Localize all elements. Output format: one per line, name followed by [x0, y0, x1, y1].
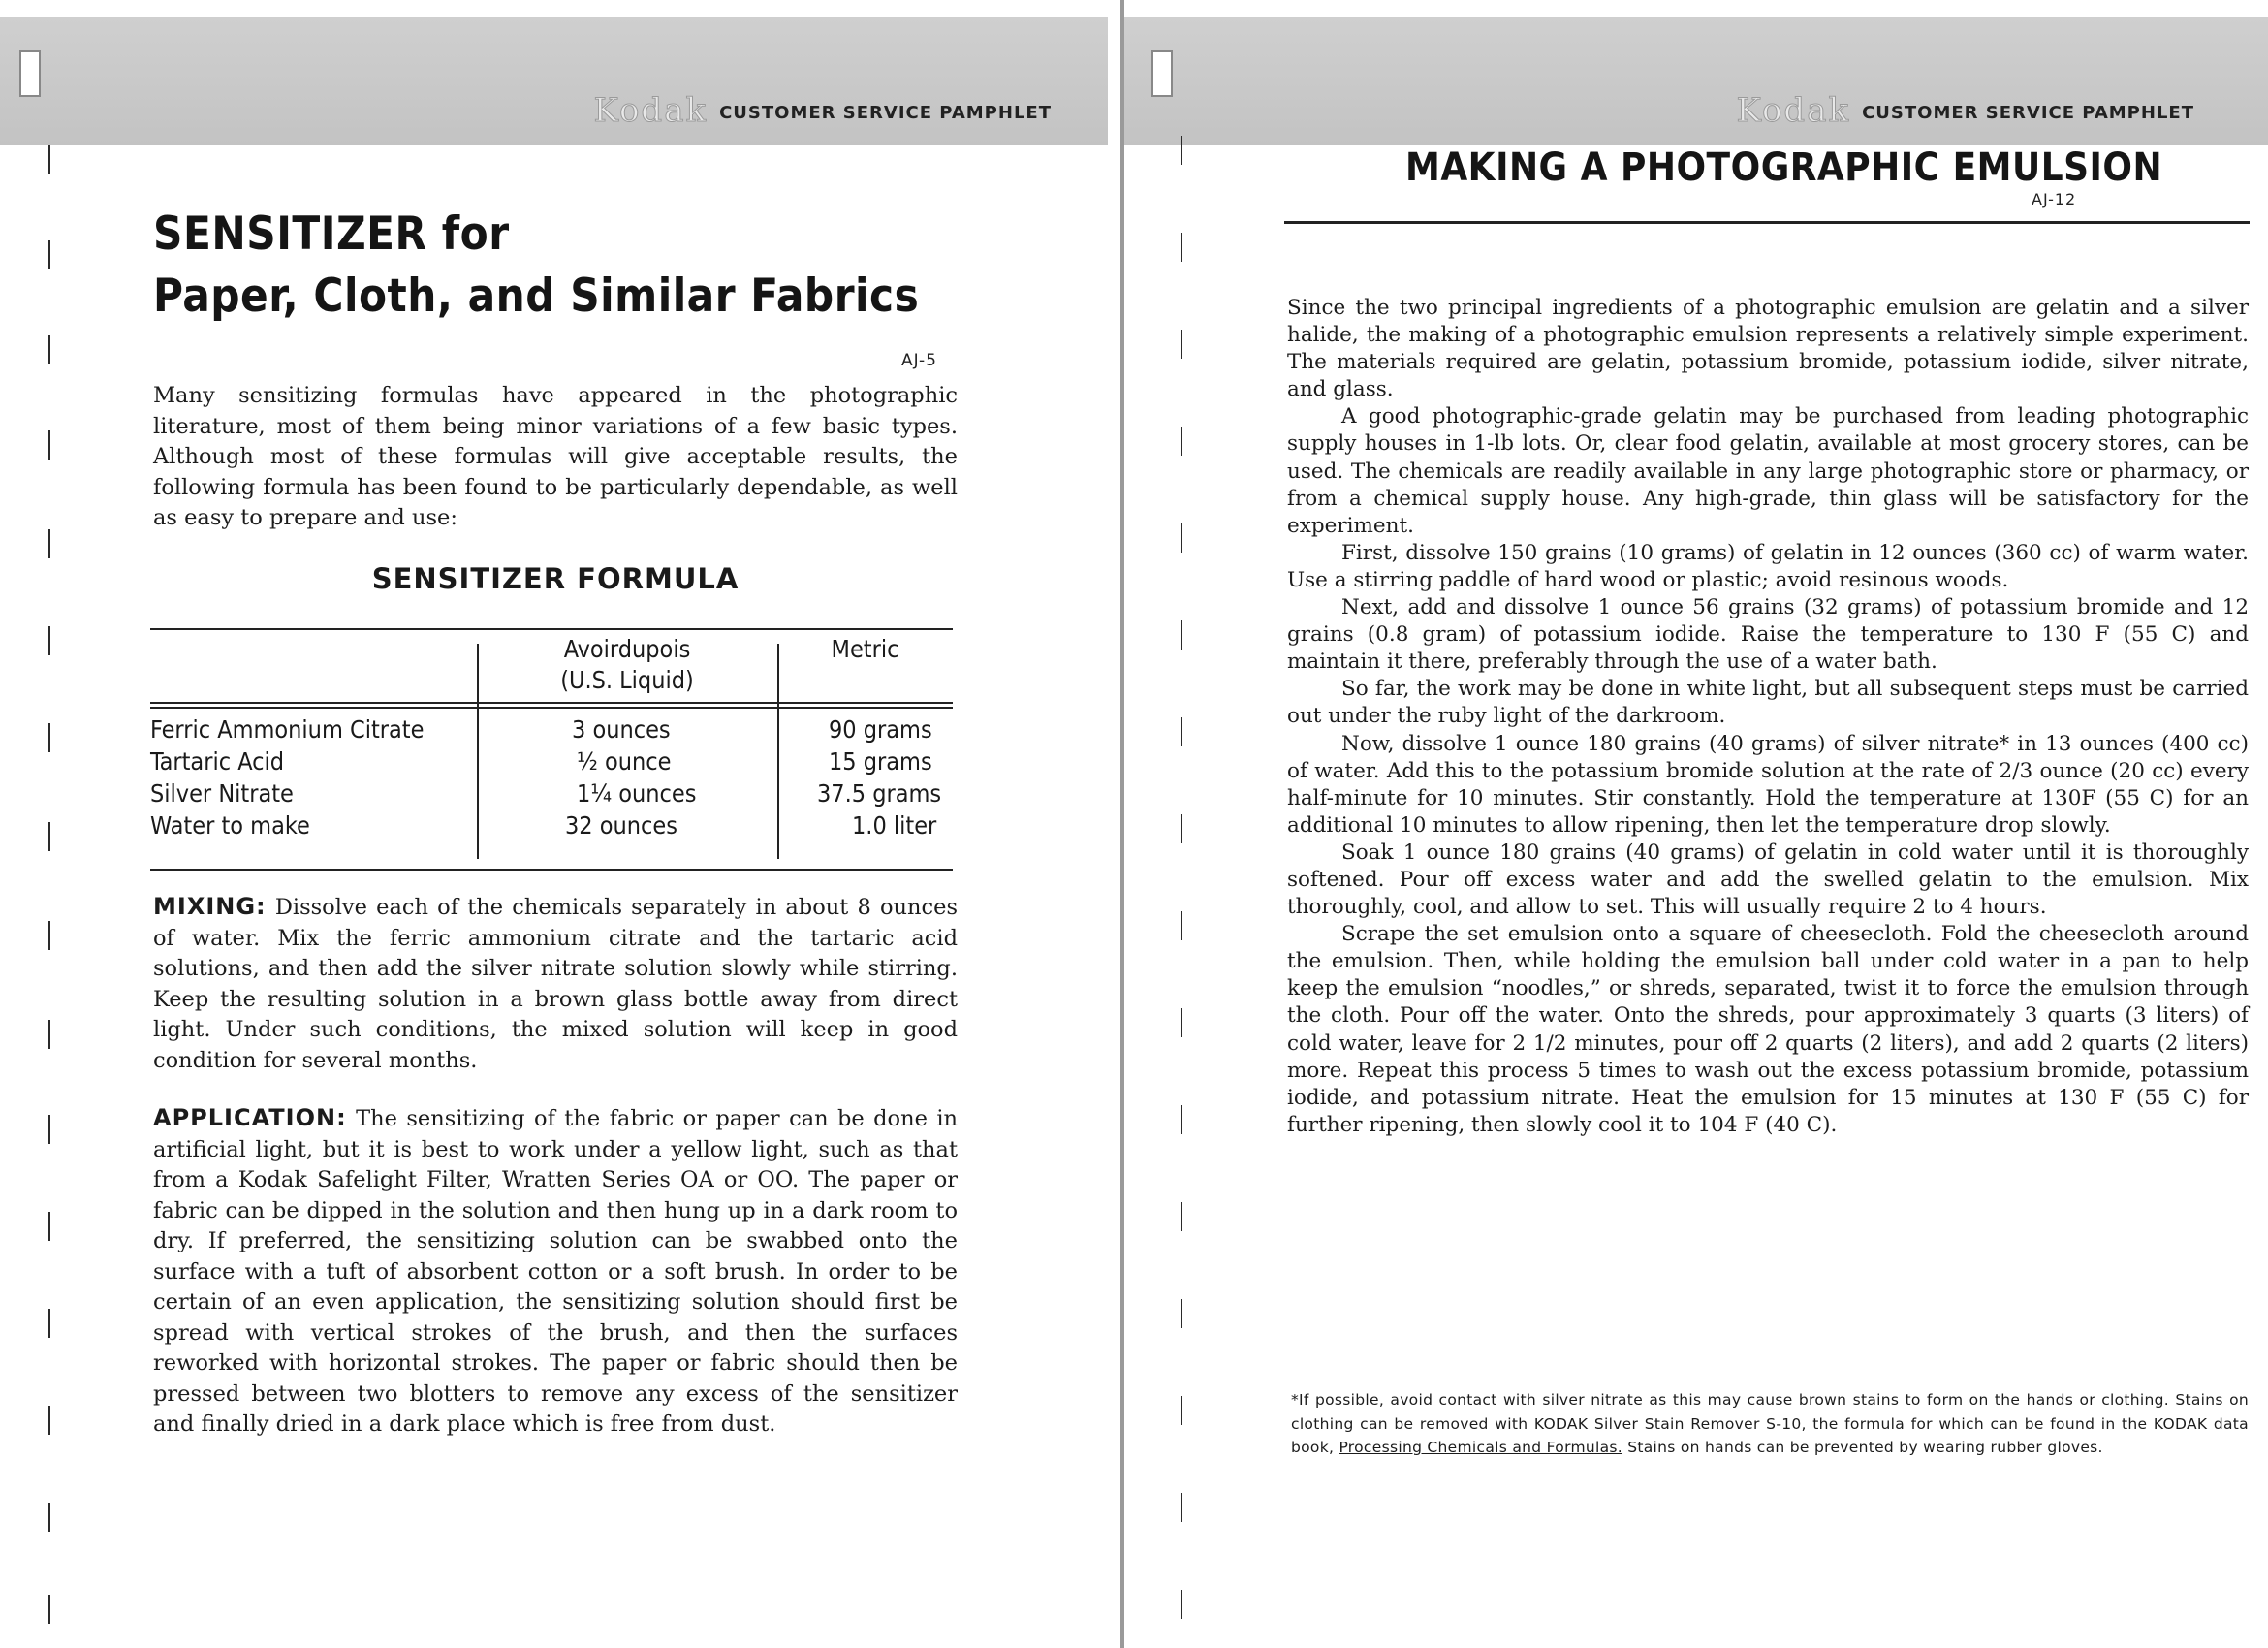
intro-paragraph: [153, 381, 958, 534]
right-banner: [1124, 17, 2268, 145]
ingredient: Ferric Ammonium Citrate: [150, 715, 425, 744]
page-title: MAKING A PHOTOGRAPHIC EMULSION: [1405, 145, 2163, 190]
pamphlet-code: AJ-5: [901, 351, 937, 370]
column-header-avoirdupois: [477, 634, 777, 696]
kodak-logo: Kodak: [1736, 91, 1851, 130]
footnote-book-title: Processing Chemicals and Formulas.: [1339, 1439, 1623, 1456]
paragraph: Now, dissolve 1 ounce 180 grains (40 grams) of silver nitrate* in 13 ounces (400 cc) of water. Add this to the potassium bromide solution at the rate of 2/3 ounce (20 cc) every half-minute for 10 minutes. Stir constantly. Hold the temperature at 130F (55 C) for an additional 10 minutes to allow ripening, then let the temperature drop slowly.: [1287, 731, 2249, 838]
title-line-2: Paper, Cloth, and Similar Fabrics: [153, 269, 920, 323]
mixing-section: [153, 892, 958, 1076]
paragraph: Soak 1 ounce 180 grains (40 grams) of gelatin in cold water until it is thoroughly softened. Pour off excess water and add the swelled gelatin to the emulsion. Mix thoroughly, cool, and allow to set. This will usually require 2 to 4 hours.: [1287, 840, 2249, 920]
paragraph: A good photographic-grade gelatin may be purchased from leading photographic supply houses in 1-lb lots. Or, clear food gelatin, available at most grocery stores, can be used. The chemicals are readily available in any large photographic store or pharmacy, or from a chemical supply house. Any high-grade, thin glass will be satisfactory for the experiment.: [1287, 404, 2249, 538]
table-row: [150, 809, 953, 841]
mixing-heading: MIXING:: [153, 893, 267, 920]
formula-title: SENSITIZER FORMULA: [371, 562, 740, 595]
left-banner: [0, 17, 1108, 145]
formula-rows: [150, 713, 953, 841]
banner-heading: [1736, 91, 2194, 130]
amount-metric: 15 grams: [829, 747, 932, 776]
left-page: [0, 0, 1124, 1648]
banner-label: CUSTOMER SERVICE PAMPHLET: [719, 103, 1052, 123]
mixing-text: Dissolve each of the chemicals separately in about 8 ounces of water. Mix the ferric ammonium citrate and the tartaric acid solutions, and then add the silver nitrate solution slowly while stirring. Keep the resulting solution in a brown glass bottle away from direct light. Under such conditions, the mixed solution will keep in good condition for several months.: [153, 895, 958, 1073]
page-title: [153, 204, 919, 328]
title-line-1: SENSITIZER for: [153, 207, 510, 261]
ingredient: Water to make: [150, 811, 310, 840]
header-rule: [150, 702, 953, 704]
kodak-logo: Kodak: [593, 91, 709, 130]
column-header-metric: Metric: [831, 635, 899, 663]
paragraph: First, dissolve 150 grains (10 grams) of gelatin in 12 ounces (360 cc) of warm water. Use a stirring paddle of hard wood or plastic; avoid resinous woods.: [1287, 540, 2249, 592]
title-rule: [1284, 221, 2250, 224]
binder-tab: [1151, 50, 1173, 97]
banner-label: CUSTOMER SERVICE PAMPHLET: [1862, 103, 2194, 123]
banner-heading: [593, 91, 1052, 130]
paragraph: Since the two principal ingredients of a photographic emulsion are gelatin and a silver halide, the making of a photographic emulsion represents a relatively simple experiment. The materials required are gelatin, potassium bromide, potassium iodide, silver nitrate, and glass.: [1287, 296, 2249, 402]
footnote: [1291, 1388, 2249, 1460]
footnote-text: *If possible, avoid contact with silver nitrate as this may cause brown stains to form on the hands or clothing. Stains on clothing can be removed with KODAK Silver Stain Remover S-10, the formula for which can be found in the KODAK data book,: [1291, 1391, 2249, 1456]
paragraph: Scrape the set emulsion onto a square of cheesecloth. Fold the cheesecloth around the emulsion. Then, while holding the emulsion ball under cold water in a pan to help keep the emulsion “noodles,” or shreds, separated, twist it to force the emulsion through the cloth. Pour off the water. Onto the shreds, pour approximately 3 quarts (3 liters) of cold water, leave for 2 1/2 minutes, pour off 2 quarts (2 liters), and add 2 quarts (2 liters) more. Repeat this process 5 times to wash out the excess potassium bromide, potassium iodide, and potassium nitrate. Heat the emulsion for 15 minutes at 130 F (55 C) for further ripening, then slowly cool it to 104 F (40 C).: [1287, 922, 2249, 1137]
paragraph: So far, the work may be done in white light, but all subsequent steps must be carried out under the ruby light of the darkroom.: [1287, 677, 2249, 729]
header-rule: [150, 707, 953, 709]
amount-avoirdupois: 32 ounces: [565, 811, 677, 840]
amount-avoirdupois: 3 ounces: [572, 715, 671, 744]
amount-metric: 37.5 grams: [817, 779, 942, 808]
application-text: The sensitizing of the fabric or paper can be done in artificial light, but it is best to work under a yellow light, such as that from a Kodak Safelight Filter, Wratten Series OA or OO. The paper or fabric can be dipped in the solution and then hung up in a dark room to dry. If preferred, the sensitizing solution can be swabbed onto the surface with a tuft of absorbent cotton or a soft brush. In order to be certain of an even application, the sensitizing solution should first be spread with vertical strokes of the brush, and then the surfaces reworked with horizontal strokes. The paper or fabric should then be pressed between two blotters to remove any excess of the sensitizer and finally dried in a dark place which is free from dust.: [153, 1106, 959, 1437]
pamphlet-code: AJ-12: [2032, 190, 2077, 208]
binder-tab: [19, 50, 41, 97]
emulsion-instructions: [1287, 295, 2249, 1139]
formula-table: [150, 628, 953, 871]
table-row: [150, 777, 953, 809]
right-page: [1124, 0, 2268, 1648]
table-row: [150, 713, 953, 745]
application-heading: APPLICATION:: [153, 1104, 347, 1131]
amount-avoirdupois: 1¼ ounces: [577, 779, 697, 808]
header-line-2: (U.S. Liquid): [560, 666, 694, 694]
amount-metric: 1.0 liter: [852, 811, 937, 840]
ingredient: Silver Nitrate: [150, 779, 294, 808]
footnote-text-end: Stains on hands can be prevented by wearing rubber gloves.: [1622, 1439, 2103, 1456]
amount-metric: 90 grams: [829, 715, 932, 744]
ingredient: Tartaric Acid: [150, 747, 285, 776]
header-line-1: Avoirdupois: [563, 635, 691, 663]
amount-avoirdupois: ½ ounce: [577, 747, 672, 776]
paragraph: Next, add and dissolve 1 ounce 56 grains (32 grams) of potassium bromide and 12 grains (0.8 gram) of potassium iodide. Raise the temperature to 130 F (55 C) and maintain it there, preferably through the use of a water bath.: [1287, 595, 2249, 675]
application-section: [153, 1103, 958, 1441]
intro-text: Many sensitizing formulas have appeared in the photographic literature, most of them being minor variations of a few basic types. Although most of these formulas will give acceptable results, the following formula has been found to be particularly dependable, as well as easy to prepare and use:: [153, 383, 958, 530]
table-row: [150, 745, 953, 777]
